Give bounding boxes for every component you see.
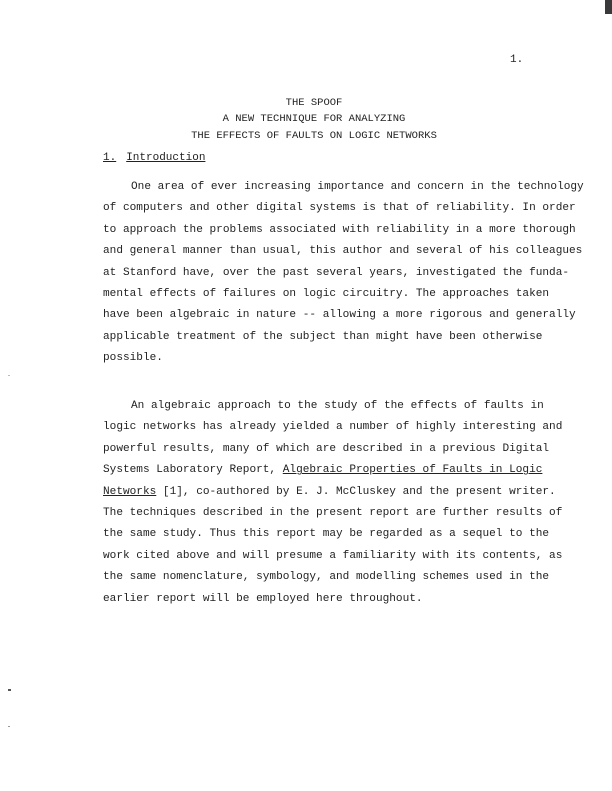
scan-corner-mark bbox=[605, 0, 612, 14]
paragraph-line: earlier report will be employed here throughout. bbox=[103, 592, 423, 605]
line-text: [1], co-authored by E. J. McCluskey and the present writer. bbox=[156, 485, 556, 498]
title-line-3: THE EFFECTS OF FAULTS ON LOGIC NETWORKS bbox=[191, 130, 437, 142]
paragraph-line: to approach the problems associated with reliability in a more thorough bbox=[103, 223, 576, 236]
section-heading bbox=[103, 152, 205, 164]
paragraph-line: of computers and other digital systems is that of reliability. In order bbox=[103, 202, 576, 215]
paragraph-line: mental effects of failures on logic circuitry. The approaches taken bbox=[103, 288, 550, 301]
paragraph-line: powerful results, many of which are described in a previous Digital bbox=[103, 442, 550, 455]
paragraph-line: possible. bbox=[103, 352, 163, 365]
paragraph-2 bbox=[103, 396, 563, 610]
paragraph-line bbox=[103, 460, 563, 481]
paragraph-line: at Stanford have, over the past several years, investigated the funda- bbox=[103, 266, 570, 279]
paragraph-line: The techniques described in the present report are further results of bbox=[103, 507, 563, 520]
scan-speck bbox=[8, 726, 10, 727]
section-number: 1. bbox=[103, 152, 117, 164]
scan-speck bbox=[8, 689, 11, 691]
title-line-2: A NEW TECHNIQUE FOR ANALYZING bbox=[222, 113, 406, 125]
paragraph-1 bbox=[103, 177, 584, 370]
cited-report-title-cont: Networks bbox=[103, 485, 157, 498]
line-text: Systems Laboratory Report, bbox=[103, 464, 283, 477]
paragraph-line: the same study. Thus this report may be regarded as a sequel to the bbox=[103, 528, 550, 541]
paragraph-line: work cited above and will presume a familiarity with its contents, as bbox=[103, 549, 563, 562]
paragraph-line: applicable treatment of the subject than might have been otherwise bbox=[103, 330, 543, 343]
paragraph-line: and general manner than usual, this author and several of his colleagues bbox=[103, 245, 583, 258]
paragraph-line: One area of ever increasing importance and concern in the technology bbox=[131, 181, 584, 193]
paragraph-line: the same nomenclature, symbology, and modelling schemes used in the bbox=[103, 571, 550, 584]
page-number: 1. bbox=[510, 54, 524, 66]
paragraph-line: have been algebraic in nature -- allowing a more rigorous and generally bbox=[103, 309, 576, 322]
section-title: Introduction bbox=[126, 152, 206, 164]
title-line-1: THE SPOOF bbox=[285, 97, 343, 109]
paragraph-line: An algebraic approach to the study of the effects of faults in bbox=[131, 400, 544, 412]
cited-report-title: Algebraic Properties of Faults in Logic bbox=[282, 464, 543, 477]
paragraph-line bbox=[103, 482, 563, 503]
paragraph-line: logic networks has already yielded a number of highly interesting and bbox=[103, 421, 563, 434]
scan-speck bbox=[8, 375, 10, 376]
